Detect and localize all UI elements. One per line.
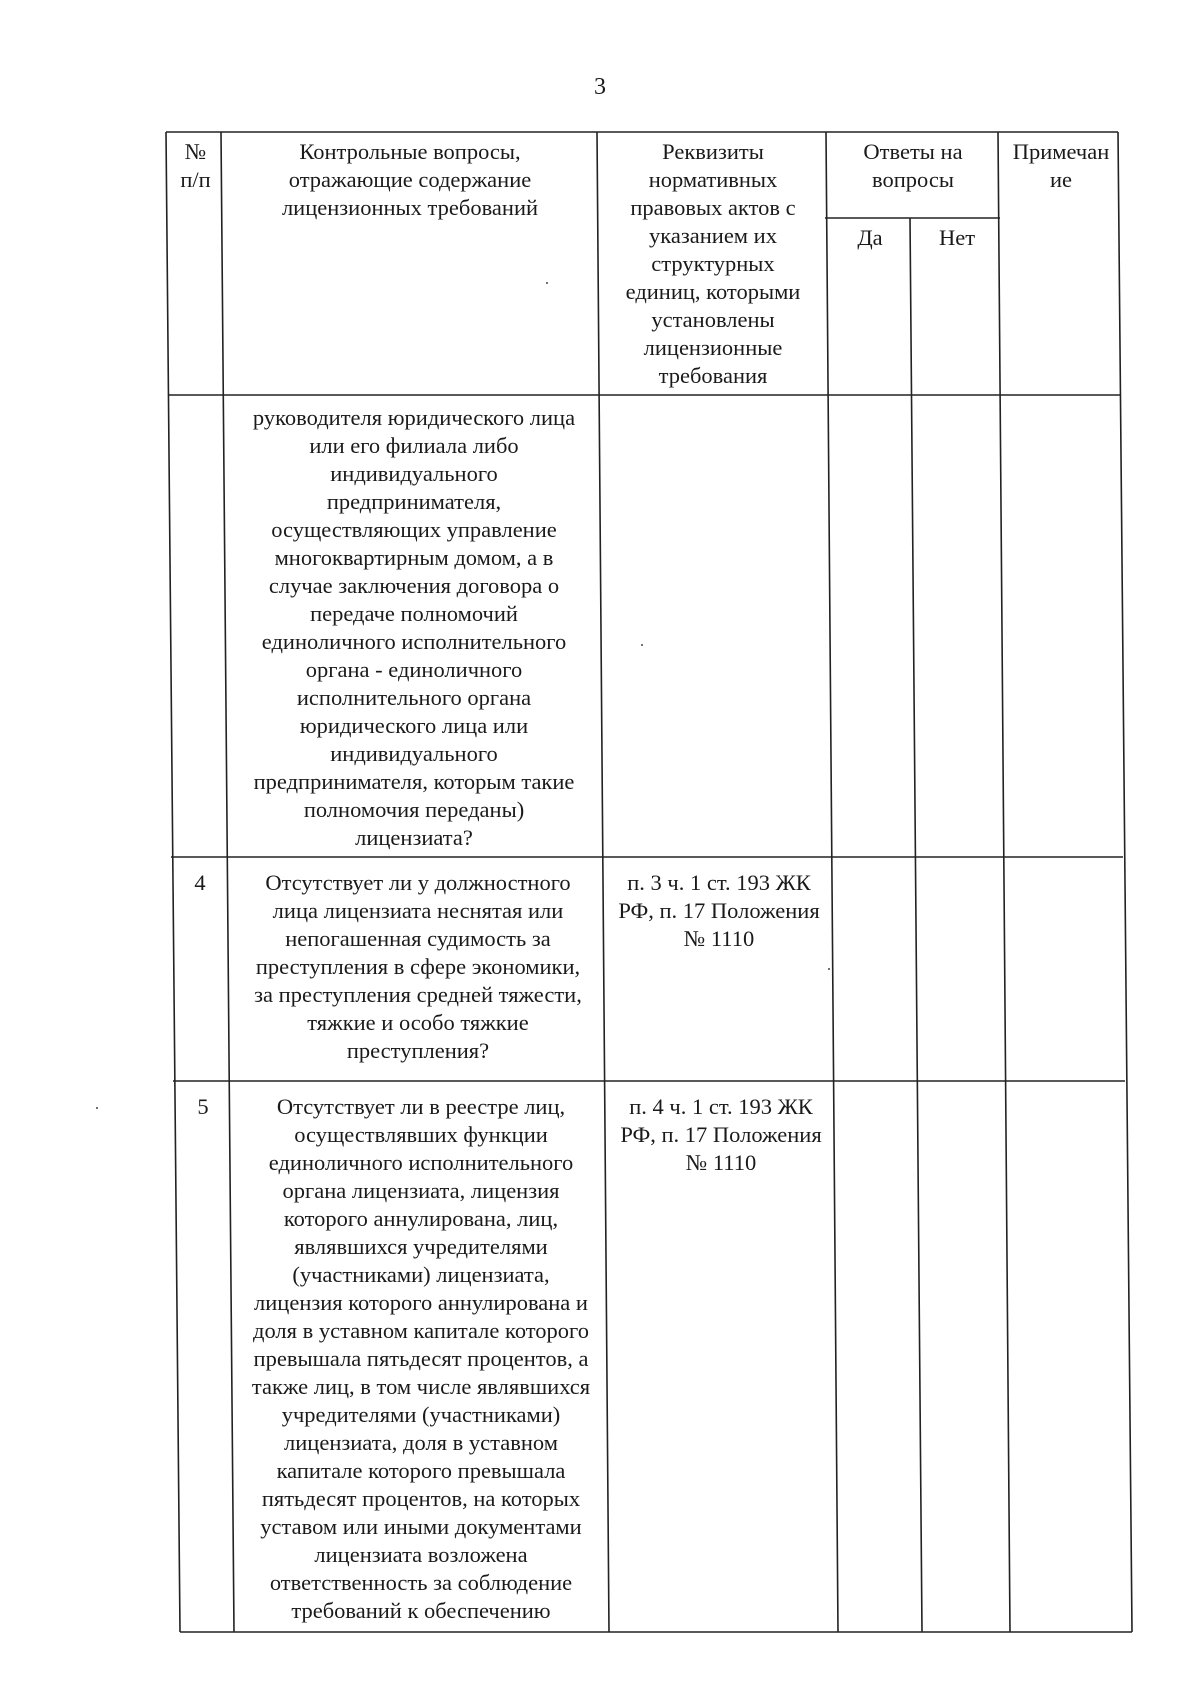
header-answers: Ответы на вопросы: [863, 139, 963, 192]
header-no: Нет: [938, 225, 976, 250]
header-yes: Да: [857, 225, 883, 250]
header-questions: Контрольные вопросы, отражающие содержание лицензионных требований: [281, 139, 539, 220]
header-requisites: Реквизиты нормативных правовых актов с указанием их структурных единиц, которыми установлены лицензионные требования: [625, 139, 801, 388]
page-number: 3: [594, 74, 606, 100]
row-4-requisites: п. 3 ч. 1 ст. 193 ЖК РФ, п. 17 Положения № 1110: [618, 870, 820, 951]
row-continuation-question: руководителя юридического лица или его филиала либо индивидуального предпринимателя, осуществляющих управление многоквартирным домом, а в случае заключения договора о передаче полномочий единоличного исполнительного органа - единоличного исполнительного органа юридического лица или индивидуального предпринимателя, которым такие полномочия переданы) лицензиата?: [252, 405, 576, 850]
row-5-requisites: п. 4 ч. 1 ст. 193 ЖК РФ, п. 17 Положения № 1110: [620, 1094, 822, 1175]
header-num: № п/п: [180, 139, 211, 192]
row-4-number: 4: [194, 870, 206, 895]
scan-speck: [96, 1107, 98, 1109]
row-5-number: 5: [197, 1094, 209, 1119]
row-5-question: Отсутствует ли в реестре лиц, осуществлявших функции единоличного исполнительного органа лицензиата, лицензия которого аннулирована, лиц, являвшихся учредителями (участниками) лицензиата, лицензия которого аннулирована и доля в уставном капитале которого превышала пятьдесят процентов, а также лиц, в том числе являвшихся учредителями (участниками) лицензиата, доля в уставном капитале которого превышала пятьдесят процентов, на которых уставом или иными документами лицензиата возложена ответственность за соблюдение требований к обеспечению: [251, 1094, 591, 1623]
scan-speck: [641, 644, 643, 646]
scan-speck: [546, 282, 548, 284]
header-notes: Примечан ие: [1012, 139, 1110, 192]
row-4-question: Отсутствует ли у должностного лица лицензиата неснятая или непогашенная судимость за преступления в сфере экономики, за преступления средней тяжести, тяжкие и особо тяжкие преступления?: [254, 870, 582, 1063]
scan-speck: [828, 968, 830, 970]
